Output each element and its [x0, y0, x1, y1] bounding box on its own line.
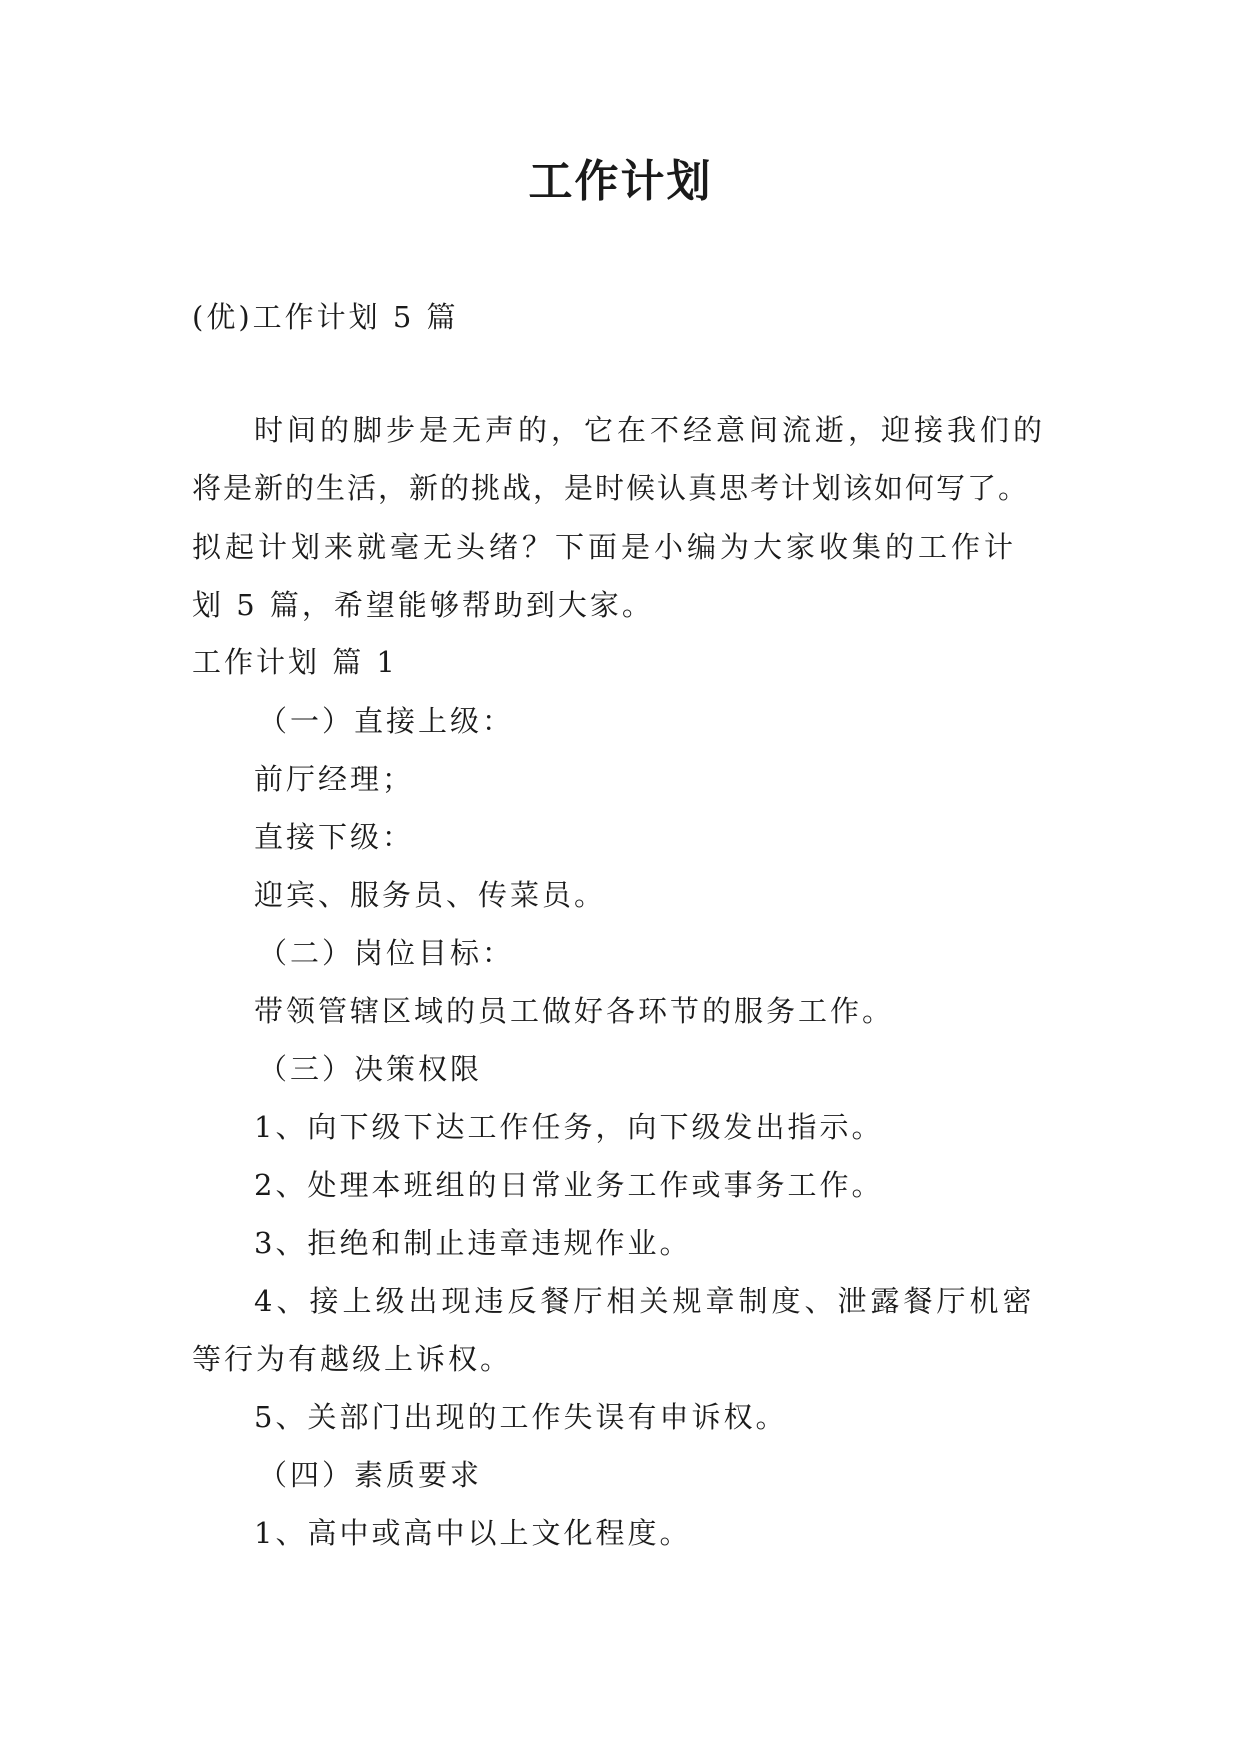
intro-line-3: 拟起计划来就毫无头绪？下面是小编为大家收集的工作计 [192, 530, 1018, 564]
body-line-9: 2、处理本班组的日常业务工作或事务工作。 [254, 1168, 884, 1202]
intro-line-4: 划 5 篇，希望能够帮助到大家。 [192, 588, 654, 622]
body-line-10: 3、拒绝和制止违章违规作业。 [254, 1226, 692, 1260]
body-line-5: （二）岗位目标： [258, 936, 515, 970]
document-subtitle: (优)工作计划 5 篇 [192, 300, 459, 334]
body-line-2: 前厅经理； [254, 762, 415, 796]
body-line-8: 1、向下级下达工作任务，向下级发出指示。 [254, 1110, 884, 1144]
body-line-6: 带领管辖区域的员工做好各环节的服务工作。 [254, 994, 895, 1028]
body-line-13: 5、关部门出现的工作失误有申诉权。 [254, 1400, 788, 1434]
intro-line-2: 将是新的生活，新的挑战，是时候认真思考计划该如何写了。 [192, 471, 1030, 505]
intro-line-1: 时间的脚步是无声的，它在不经意间流逝，迎接我们的 [254, 413, 1047, 447]
document-title: 工作计划 [528, 156, 713, 207]
section-heading: 工作计划 篇 1 [192, 645, 398, 679]
body-line-4: 迎宾、服务员、传菜员。 [254, 878, 607, 912]
body-line-14: （四）素质要求 [258, 1458, 483, 1492]
body-line-3: 直接下级： [254, 820, 415, 854]
body-line-12: 等行为有越级上诉权。 [192, 1342, 513, 1376]
body-line-15: 1、高中或高中以上文化程度。 [254, 1516, 692, 1550]
body-line-1: （一）直接上级： [258, 704, 515, 738]
body-line-7: （三）决策权限 [258, 1052, 483, 1086]
body-line-11: 4、接上级出现违反餐厅相关规章制度、泄露餐厅机密 [254, 1284, 1036, 1318]
